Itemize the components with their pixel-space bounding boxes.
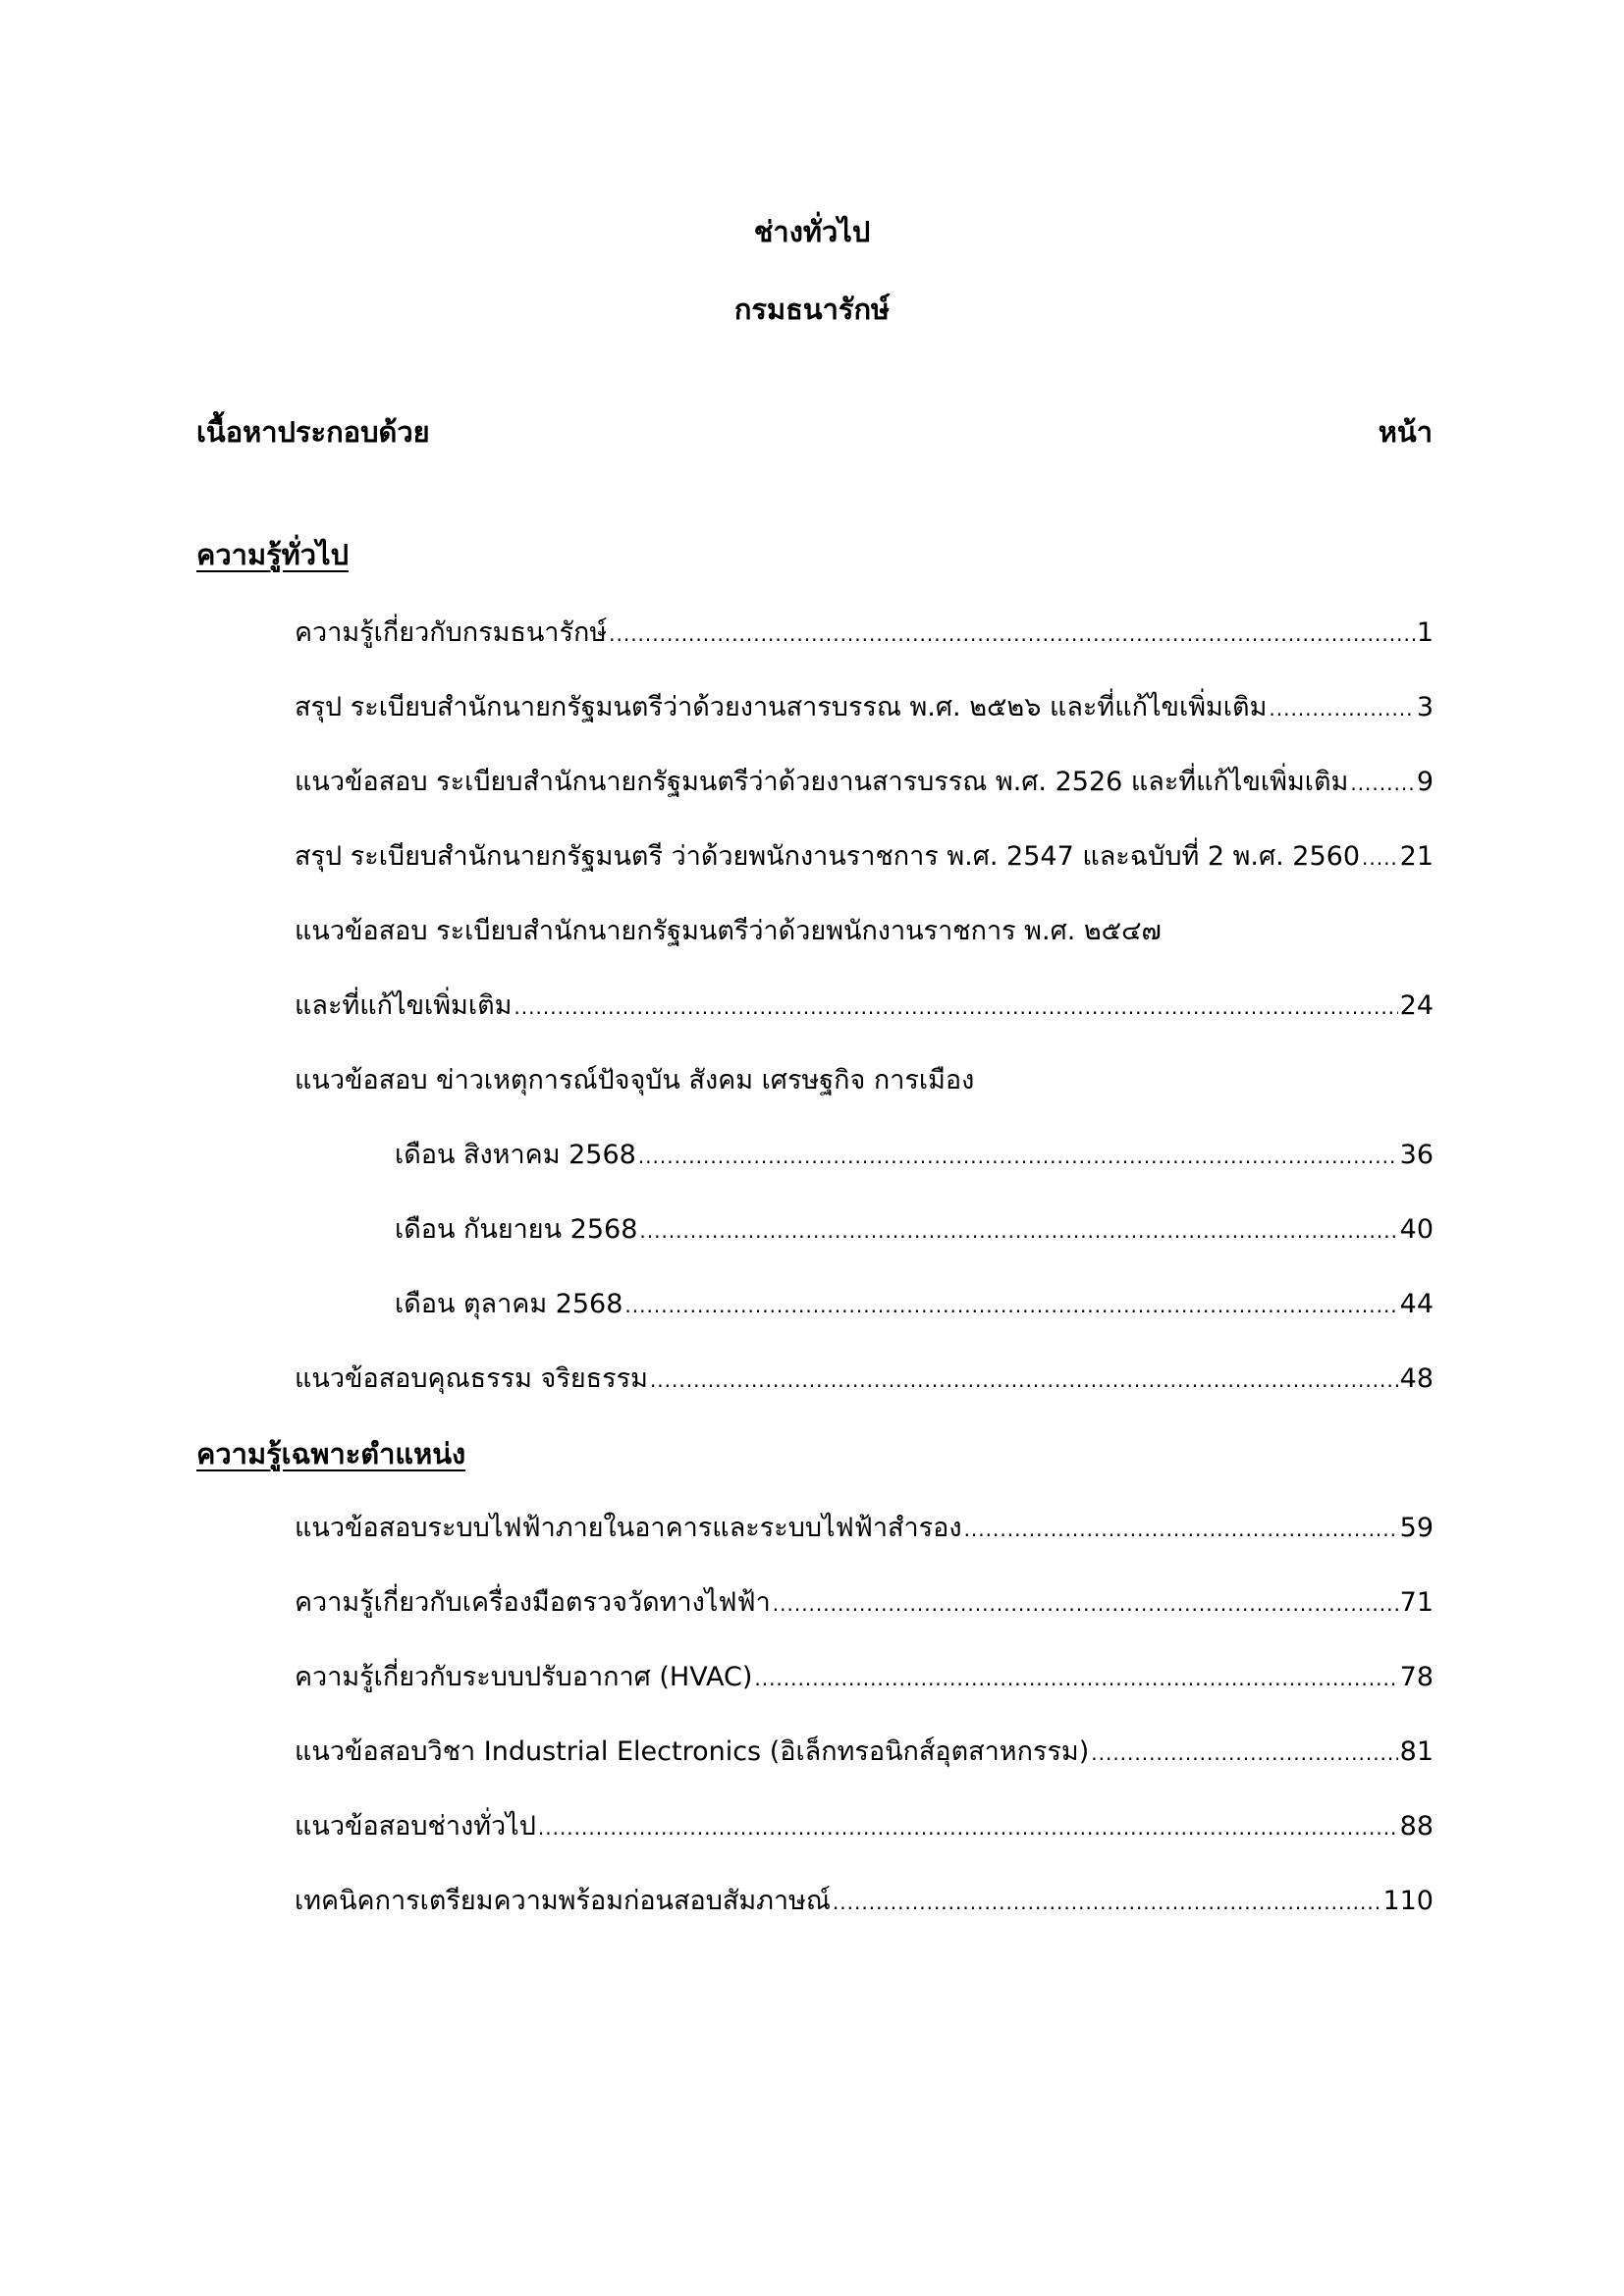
toc-entry-label: และที่แก้ไขเพิ่มเติม (295, 990, 513, 1021)
dot-leader (1362, 838, 1398, 878)
section-heading-position: ความรู้เฉพาะตำแหน่ง (196, 1437, 466, 1470)
dot-leader (650, 1361, 1398, 1400)
toc-entry-label: เดือน กันยายน 2568 (395, 1214, 638, 1245)
toc-entry (295, 614, 1434, 654)
dot-leader (1350, 764, 1414, 803)
toc-entry (295, 1733, 1434, 1773)
toc-entry-label: เทคนิคการเตรียมความพร้อมก่อนสอบสัมภาษณ์ (295, 1886, 831, 1916)
toc-entry-page: 78 (1399, 1662, 1434, 1692)
dot-leader (514, 988, 1397, 1027)
toc-entry-label: แนวข้อสอบช่างทั่วไป (295, 1811, 536, 1842)
toc-entry-label: แนวข้อสอบ ระเบียบสำนักนายกรัฐมนตรีว่าด้วยพนักงานราชการ พ.ศ. ๒๕๔๗ (295, 916, 1162, 946)
toc-entry-page: 88 (1399, 1811, 1434, 1842)
toc-entry-label: สรุป ระเบียบสำนักนายกรัฐมนตรี ว่าด้วยพนักงานราชการ พ.ศ. 2547 และฉบับที่ 2 พ.ศ. 2560 (295, 841, 1360, 872)
toc-entry (295, 1882, 1434, 1922)
dot-leader (1269, 689, 1414, 728)
toc-entry (295, 763, 1434, 803)
toc-entry-page: 44 (1399, 1289, 1434, 1319)
page-heading: หน้า (1378, 415, 1433, 449)
toc-entry-page: 48 (1399, 1363, 1434, 1394)
toc-entry-page: 81 (1399, 1736, 1434, 1767)
toc-entry-page: 9 (1416, 767, 1434, 797)
toc-entry-page: 71 (1399, 1587, 1434, 1618)
toc-entry-page: 59 (1399, 1513, 1434, 1543)
dot-leader (773, 1584, 1398, 1624)
toc-entry-page: 24 (1399, 990, 1434, 1021)
dot-leader (754, 1659, 1397, 1698)
dot-leader (538, 1808, 1398, 1847)
document-title: ช่างทั่วไป (753, 215, 871, 248)
toc-entry-label: แนวข้อสอบวิชา Industrial Electronics (อิเล็กทรอนิกส์อุตสาหกรรม) (295, 1736, 1090, 1767)
toc-entry-page: 110 (1382, 1886, 1434, 1916)
toc-entry (295, 1807, 1434, 1847)
toc-entry (295, 688, 1434, 728)
dot-leader (639, 1211, 1397, 1251)
toc-entry-label: แนวข้อสอบระบบไฟฟ้าภายในอาคารและระบบไฟฟ้าสำรอง (295, 1513, 962, 1543)
toc-entry-label: สรุป ระเบียบสำนักนายกรัฐมนตรีว่าด้วยงานสารบรรณ พ.ศ. ๒๕๒๖ และที่แก้ไขเพิ่มเติม (295, 692, 1268, 722)
toc-entry-page: 3 (1416, 692, 1434, 722)
toc-entry (295, 987, 1434, 1027)
toc-entry (295, 1509, 1434, 1549)
toc-entry-label: แนวข้อสอบ ระเบียบสำนักนายกรัฐมนตรีว่าด้วยงานสารบรรณ พ.ศ. 2526 และที่แก้ไขเพิ่มเติม (295, 767, 1349, 797)
toc-entry (395, 1136, 1434, 1176)
toc-entry (395, 1285, 1434, 1325)
toc-entry (295, 1583, 1434, 1624)
toc-entry-label: ความรู้เกี่ยวกับเครื่องมือตรวจวัดทางไฟฟ้า (295, 1587, 771, 1618)
dot-leader (638, 1137, 1398, 1176)
toc-entry-label: แนวข้อสอบ ข่าวเหตุการณ์ปัจจุบัน สังคม เศรษฐกิจ การเมือง (295, 1065, 975, 1095)
toc-entry-label: เดือน ตุลาคม 2568 (395, 1289, 623, 1319)
toc-entry-page: 40 (1399, 1214, 1434, 1245)
toc-entry-label: เดือน สิงหาคม 2568 (395, 1140, 636, 1170)
document-subtitle: กรมธนารักษ์ (733, 293, 891, 326)
section-heading-general: ความรู้ทั่วไป (196, 538, 350, 571)
toc-entry-label: แนวข้อสอบคุณธรรม จริยธรรม (295, 1363, 648, 1394)
dot-leader (1091, 1734, 1397, 1773)
toc-entry (295, 1360, 1434, 1400)
dot-leader (624, 1286, 1397, 1325)
toc-entry-label: ความรู้เกี่ยวกับกรมธนารักษ์ (295, 617, 608, 648)
toc-entry (295, 1658, 1434, 1698)
toc-entry-page: 36 (1399, 1140, 1434, 1170)
toc-entry-label: ความรู้เกี่ยวกับระบบปรับอากาศ (HVAC) (295, 1662, 753, 1692)
dot-leader (609, 614, 1415, 654)
toc-entry-page: 21 (1399, 841, 1434, 872)
dot-leader (833, 1883, 1381, 1922)
toc-entry (295, 837, 1434, 878)
contents-heading: เนื้อหาประกอบด้วย (196, 415, 430, 449)
dot-leader (964, 1510, 1398, 1549)
toc-entry-page: 1 (1416, 617, 1434, 648)
toc-entry (395, 1210, 1434, 1251)
